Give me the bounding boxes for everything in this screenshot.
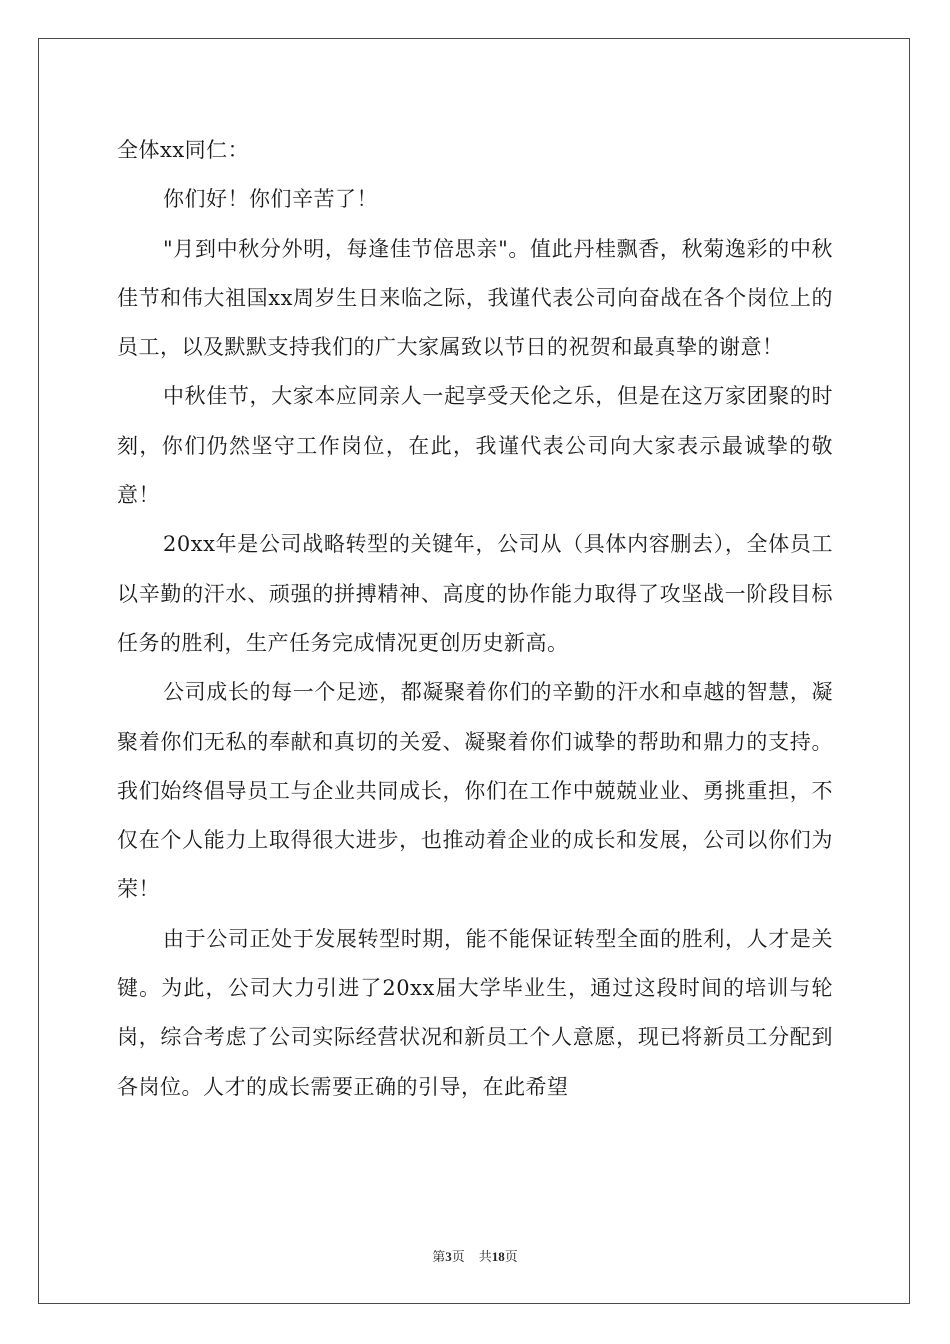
- paragraph-talent: 由于公司正处于发展转型时期，能不能保证转型全面的胜利，人才是关键。为此，公司大力引进了20xx届大学毕业生，通过这段时间的培训与轮岗，综合考虑了公司实际经营状况和新员工个人意愿，现已将新员工分配到各岗位。人才的成长需要正确的引导，在此希望: [117, 926, 833, 1099]
- paragraph-company-growth: 公司成长的每一个足迹，都凝聚着你们的辛勤的汗水和卓越的智慧，凝聚着你们无私的奉献和真切的关爱、凝聚着你们诚挚的帮助和鼎力的支持。我们始终倡导员工与企业共同成长，你们在工作中兢兢业业、勇挑重担，不仅在个人能力上取得很大进步，也推动着企业的成长和发展，公司以你们为荣！: [117, 680, 833, 902]
- document-body: [117, 126, 833, 1112]
- salutation: 全体xx同仁：: [117, 138, 250, 162]
- total-prefix: 共: [478, 1249, 492, 1264]
- current-page-number: 3: [445, 1249, 452, 1264]
- page-footer: [0, 1248, 950, 1266]
- page-prefix: 第: [432, 1249, 446, 1264]
- paragraph-tribute: 中秋佳节，大家本应同亲人一起享受天伦之乐，但是在这万家团聚的时刻，你们仍然坚守工作岗位，在此，我谨代表公司向大家表示最诚挚的敬意！: [117, 384, 833, 508]
- total-page-count: 18: [491, 1249, 505, 1264]
- total-suffix: 页: [504, 1249, 518, 1264]
- page-suffix: 页: [451, 1249, 465, 1264]
- paragraph-greeting: 你们好！你们辛苦了！: [163, 187, 378, 212]
- paragraph-festival-wishes: "月到中秋分外明，每逢佳节倍思亲"。值此丹桂飘香，秋菊逸彩的中秋佳节和伟大祖国xx周岁生日来临之际，我谨代表公司向奋战在各个岗位上的员工，以及默默支持我们的广大家属致以节日的祝贺和最真挚的谢意！: [117, 236, 833, 360]
- paragraph-company-transformation: 20xx年是公司战略转型的关键年，公司从（具体内容删去），全体员工以辛勤的汗水、顽强的拼搏精神、高度的协作能力取得了攻坚战一阶段目标任务的胜利，生产任务完成情况更创历史新高。: [117, 532, 833, 655]
